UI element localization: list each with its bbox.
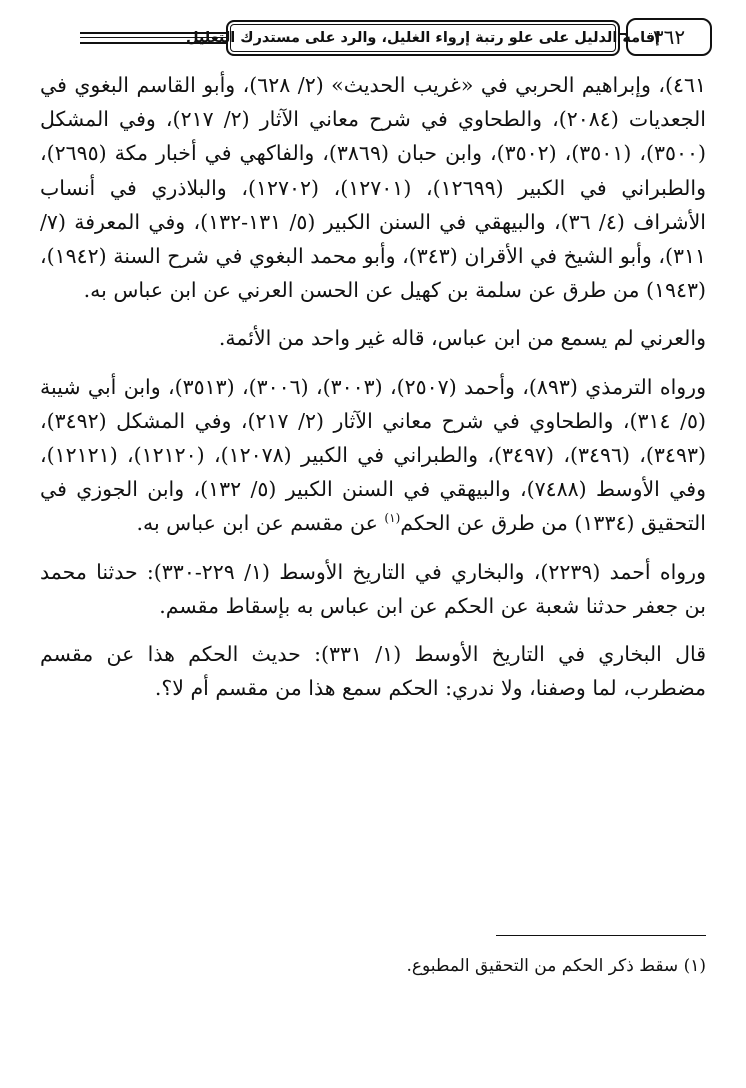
footnote-text: (١) سقط ذكر الحكم من التحقيق المطبوع. bbox=[406, 956, 706, 976]
running-title: إقامة الدليل على علو رتبة إرواء الغليل، والرد على مستدرك التعليل bbox=[226, 20, 620, 56]
footnote-reference[interactable]: (١) bbox=[384, 511, 401, 526]
paragraph-4: ورواه أحمد (٢٢٣٩)، والبخاري في التاريخ الأوسط (١/ ٢٢٩-٣٣٠): حدثنا محمد بن جعفر حدثنا شعبة عن الحكم عن ابن عباس به بإسقاط مقسم. bbox=[40, 559, 706, 618]
page-number: ٣٦٢ bbox=[626, 18, 712, 56]
paragraph-1: ٤٦١)، وإبراهيم الحربي في «غريب الحديث» (٢/ ٦٢٨)، وأبو القاسم البغوي في الجعديات (٢٠٨٤)، والطحاوي في شرح معاني الآثار (٢/ ٢١٧)، وفي المشكل (٣٥٠٠)، (٣٥٠١)، (٣٥٠٢)، وابن حبان (٣٨٦٩)، والفاكهي في أخبار مكة (٢٦٩٥)، والطبراني في الكبير (١٢٦٩٩)، (١٢٧٠١)، (١٢٧٠٢)، والبلاذري في أنساب الأشراف (٤/ ٣٦)، والبيهقي في السنن الكبير (٥/ ١٣١-١٣٢)، وفي المعرفة (٧/ ٣١١)، وأبو الشيخ في الأقران (٣٤٣)، وأبو محمد البغوي في شرح السنة (١٩٤٢)، (١٩٤٣) من طرق عن سلمة بن كهيل عن الحسن العرني عن ابن عباس به. bbox=[40, 73, 706, 303]
page-header bbox=[80, 18, 712, 58]
paragraph-3-tail: عن مقسم عن ابن عباس به. bbox=[136, 511, 378, 536]
paragraph-5: قال البخاري في التاريخ الأوسط (١/ ٣٣١): حديث الحكم هذا عن مقسم مضطرب، لما وصفنا، ولا ندري: الحكم سمع هذا من مقسم أم لا؟. bbox=[40, 642, 707, 701]
paragraph-2: والعرني لم يسمع من ابن عباس، قاله غير واحد من الأئمة. bbox=[218, 326, 706, 351]
body-text bbox=[40, 68, 706, 705]
paragraph-3 bbox=[40, 370, 706, 541]
footnote-separator bbox=[496, 935, 706, 936]
paragraph-3-text: ورواه الترمذي (٨٩٣)، وأحمد (٢٥٠٧)، (٣٠٠٣)، (٣٠٠٦)، (٣٥١٣)، وابن أبي شيبة (٥/ ٣١٤)، والطحاوي في شرح معاني الآثار (٢/ ٢١٧)، وفي المشكل (٣٤٩٢)، (٣٤٩٣)، (٣٤٩٦)، (٣٤٩٧)، والطبراني في الكبير (١٢٠٧٨)، (١٢١٢٠)، (١٢١٢١)، وفي الأوسط (٧٤٨٨)، والبيهقي في السنن الكبير (٥/ ١٣٢)، وابن الجوزي في التحقيق (١٣٣٤) من طرق عن الحكم bbox=[40, 374, 706, 536]
